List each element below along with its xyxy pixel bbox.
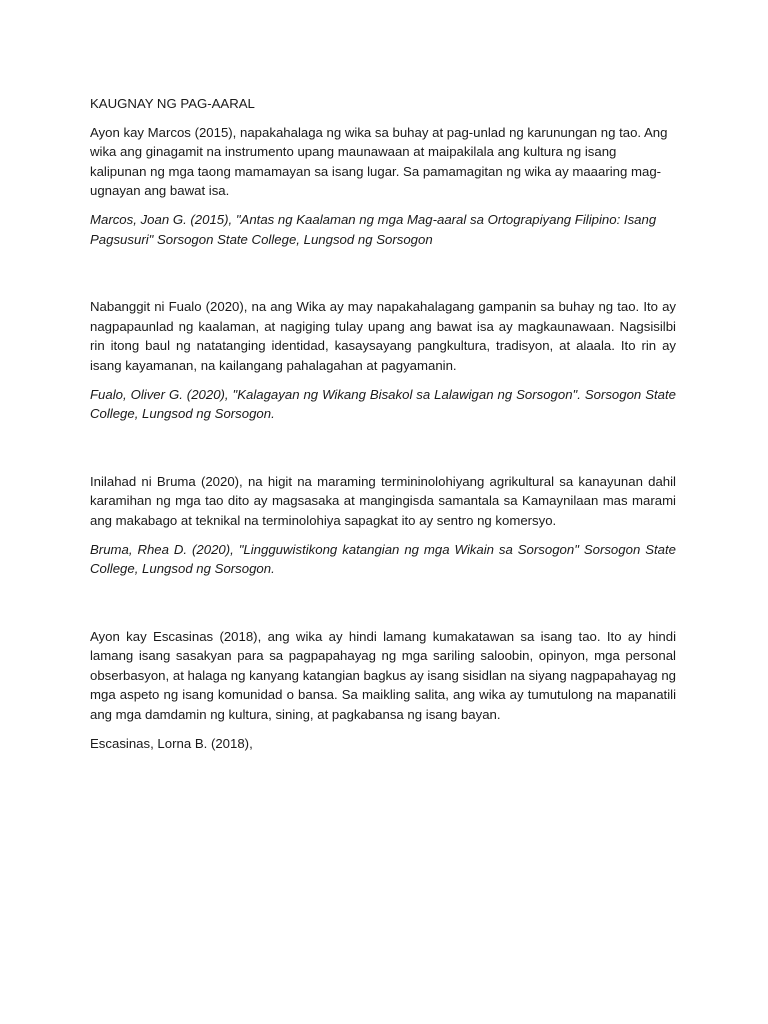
paragraph-fualo: Nabanggit ni Fualo (2020), na ang Wika ay may napakahalagang gampanin sa buhay ng tao. Ito ay nagpapaunlad ng kaalaman, at nagiging tulay upang ang bawat isa ay magkaunawaan. Nagsisilbi rin itong baul ng natatanging identidad, kasaysayang pangkultura, tradisyon, at alaala. Ito rin ay isang kayamanan, na kailangang pahalagahan at pagyamanin. [90,299,676,373]
paragraph-bruma: Inilahad ni Bruma (2020), na higit na maraming termininolohiyang agrikultural sa kanayunan dahil karamihan ng mga tao dito ay magsasaka at mangingisda samantala sa Kamaynilaan mas marami ang makabago at teknikal na terminolohiya sapagkat ito ay sentro ng komersyo. [90,473,676,528]
paragraph-escasinas: Ayon kay Escasinas (2018), ang wika ay hindi lamang kumakatawan sa isang tao. Ito ay hindi lamang isang sasakyan para sa pagpapahayag ng mga sariling saloobin, opinyon, mga personal obserbasyon, at halaga ng kanyang katangian bagkus ay isang sisidlan na siyang nagpapahayag ng mga aspeto ng isang komunidad o bansa. Sa maikling salita, ang wika ay tumutulong na mapanatili ang mga damdamin ng kultura, sining, at pagkabansa ng isang bayan. [90,628,676,723]
reference-bruma: Bruma, Rhea D. (2020), "Lingguwistikong katangian ng mga Wikain sa Sorsogon" Sorsogon State College, Lungsod ng Sorsogon. [90,541,676,577]
document-page [90,94,676,762]
document-heading: KAUGNAY NG PAG-AARAL [90,96,255,111]
spacer [90,433,676,472]
reference-marcos: Marcos, Joan G. (2015), "Antas ng Kaalaman ng mga Mag-aaral sa Ortograpiyang Filipino: Isang Pagsusuri" Sorsogon State College, Lungsod ng Sorsogon [90,211,657,247]
reference-fualo: Fualo, Oliver G. (2020), "Kalagayan ng Wikang Bisakol sa Lalawigan ng Sorsogon". Sorsogon State College, Lungsod ng Sorsogon. [90,386,676,422]
paragraph-marcos: Ayon kay Marcos (2015), napakahalaga ng wika sa buhay at pag-unlad ng karunungan ng tao. Ang wika ang ginagamit na instrumento upang maunawaan at maipakilala ang kultura ng isang kalipunan ng mga taong mamamayan sa isang lugar. Sa pamamagitan ng wika ay maaaring mag-ugnayan ang bawat isa. [90,124,668,199]
spacer [90,258,676,297]
spacer [90,588,676,627]
reference-escasinas: Escasinas, Lorna B. (2018), [90,735,253,751]
